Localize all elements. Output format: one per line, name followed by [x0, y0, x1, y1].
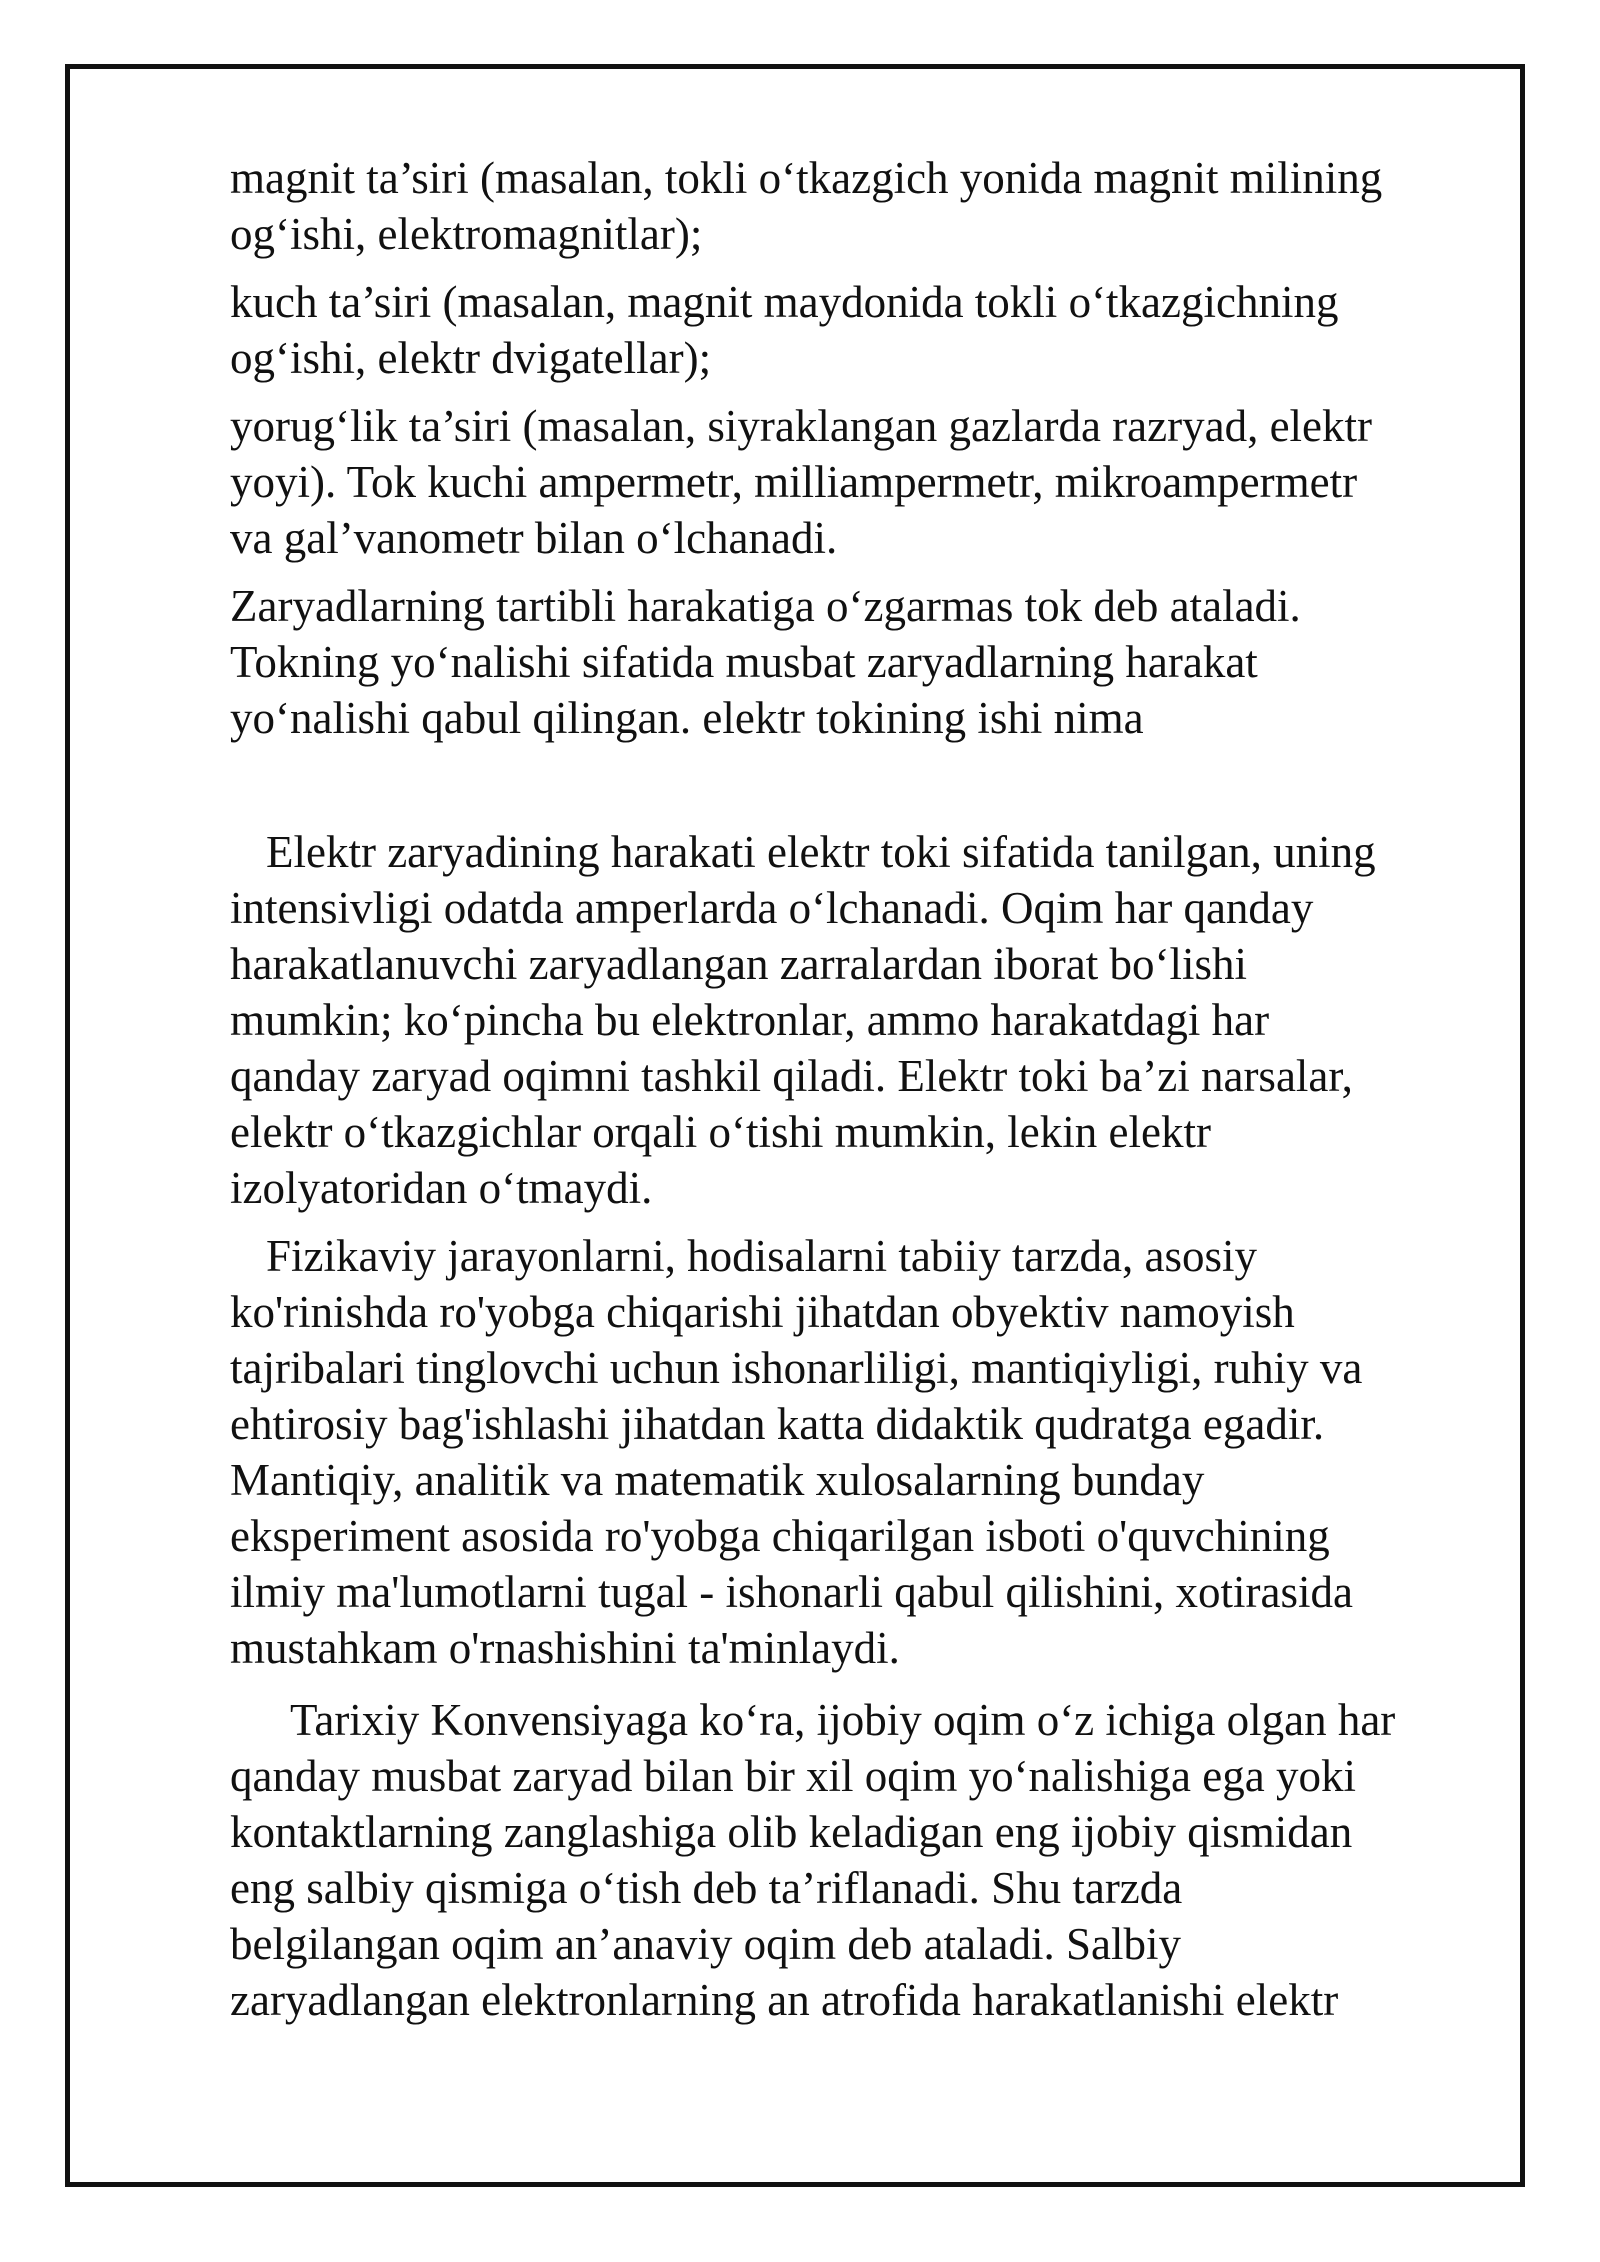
- paragraph-direct-current: Zaryadlarning tartibli harakatiga o‘zgarmas tok deb ataladi. Tokning yo‘nalishi sifatida musbat zaryadlarning harakat yo‘nalishi qabul qilingan. elektr tokining ishi nima: [230, 581, 1301, 743]
- paragraph-physical-processes: Fizikaviy jarayonlarni, hodisalarni tabiiy tarzda, asosiy ko'rinishda ro'yobga chiqarishi jihatdan obyektiv namoyish tajribalari tinglovchi uchun ishonarliligi, mantiqiyligi, ruhiy va ehtirosiy bag'ishlashi jihatdan katta didaktik qudratga egadir. Mantiqiy, analitik va matematik xulosalarning bunday eksperiment asosida ro'yobga chiqarilgan isboti o'quvchining ilmiy ma'lumotlarni tugal - ishonarli qabul qilishini, xotirasida mustahkam o'rnashishini ta'minlaydi.: [230, 1231, 1363, 1673]
- paragraph-gap: [230, 758, 1510, 824]
- paragraph-force-effect: kuch ta’siri (masalan, magnit maydonida tokli o‘tkazgichning og‘ishi, elektr dvigatellar);: [230, 277, 1339, 383]
- paragraph-light-effect: yorug‘lik ta’siri (masalan, siyraklangan gazlarda razryad, elektr yoyi). Tok kuchi ampermetr, milliampermetr, mikroampermetr va gal’vanometr bilan o‘lchanadi.: [230, 401, 1373, 563]
- document-body: [230, 150, 1510, 2040]
- paragraph-conventional-current: Tarixiy Konvensiyaga ko‘ra, ijobiy oqim o‘z ichiga olgan har qanday musbat zaryad bilan bir xil oqim yo‘nalishiga ega yoki kontaktlarning zanglashiga olib keladigan eng ijobiy qismidan eng salbiy qismiga o‘tish deb ta’riflanadi. Shu tarzda belgilangan oqim an’anaviy oqim deb ataladi. Salbiy zaryadlangan elektronlarning an atrofida harakatlanishi elektr: [230, 1695, 1396, 2025]
- paragraph-electric-current: Elektr zaryadining harakati elektr toki sifatida tanilgan, uning intensivligi odatda amperlarda o‘lchanadi. Oqim har qanday harakatlanuvchi zaryadlangan zarralardan iborat bo‘lishi mumkin; ko‘pincha bu elektronlar, ammo harakatdagi har qanday zaryad oqimni tashkil qiladi. Elektr toki ba’zi narsalar, elektr o‘tkazgichlar orqali o‘tishi mumkin, lekin elektr izolyatoridan o‘tmaydi.: [230, 827, 1376, 1213]
- paragraph-magnetic-effect: magnit ta’siri (masalan, tokli o‘tkazgich yonida magnit milining og‘ishi, elektromagnitlar);: [230, 153, 1383, 259]
